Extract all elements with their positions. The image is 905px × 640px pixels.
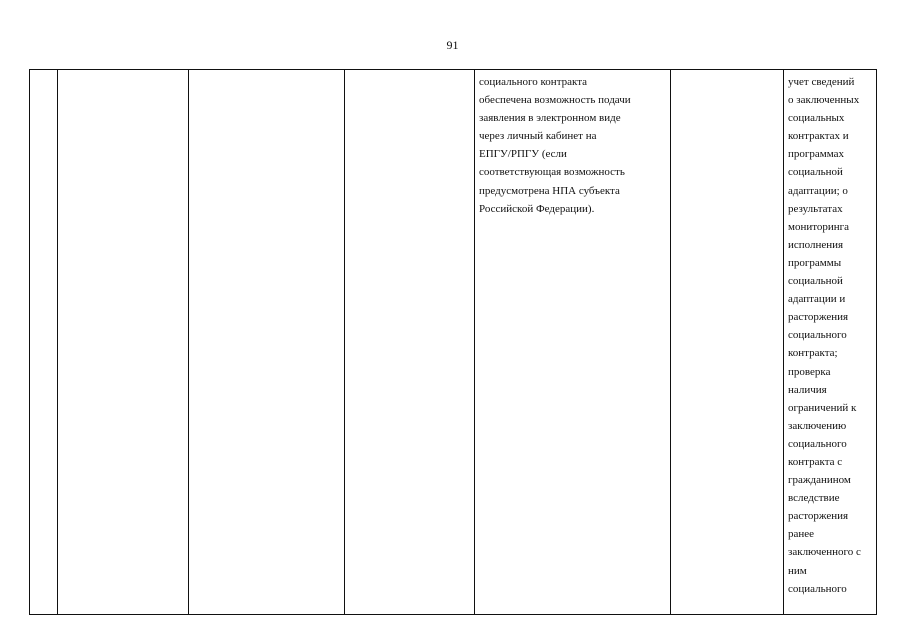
table-cell-col4 — [345, 70, 475, 615]
cell-text-contract-application: социального контракта обеспечена возможность подачи заявления в электронном виде через личный кабинет на ЕПГУ/РПГУ (если соответствующая возможность предусмотрена НПА субъекта Российской Федерации). — [479, 76, 631, 215]
table-row — [30, 70, 877, 615]
table-cell-col3 — [189, 70, 345, 615]
table-cell-col5 — [475, 70, 671, 615]
cell-text-contract-accounting: учет сведений о заключенных социальных контрактах и программах социальной адаптации; о результатах мониторинга исполнения программы социальной адаптации и расторжения социального контракта; проверка наличия ограничений к заключению социального контракта с гражданином вследствие расторжения ранее заключенного с ним социального — [788, 76, 861, 595]
table-cell-col6 — [671, 70, 784, 615]
table-cell-col1 — [30, 70, 58, 615]
document-table — [29, 69, 877, 615]
table-cell-col7 — [784, 70, 877, 615]
table-cell-col2 — [58, 70, 189, 615]
page-number: 91 — [446, 38, 459, 52]
